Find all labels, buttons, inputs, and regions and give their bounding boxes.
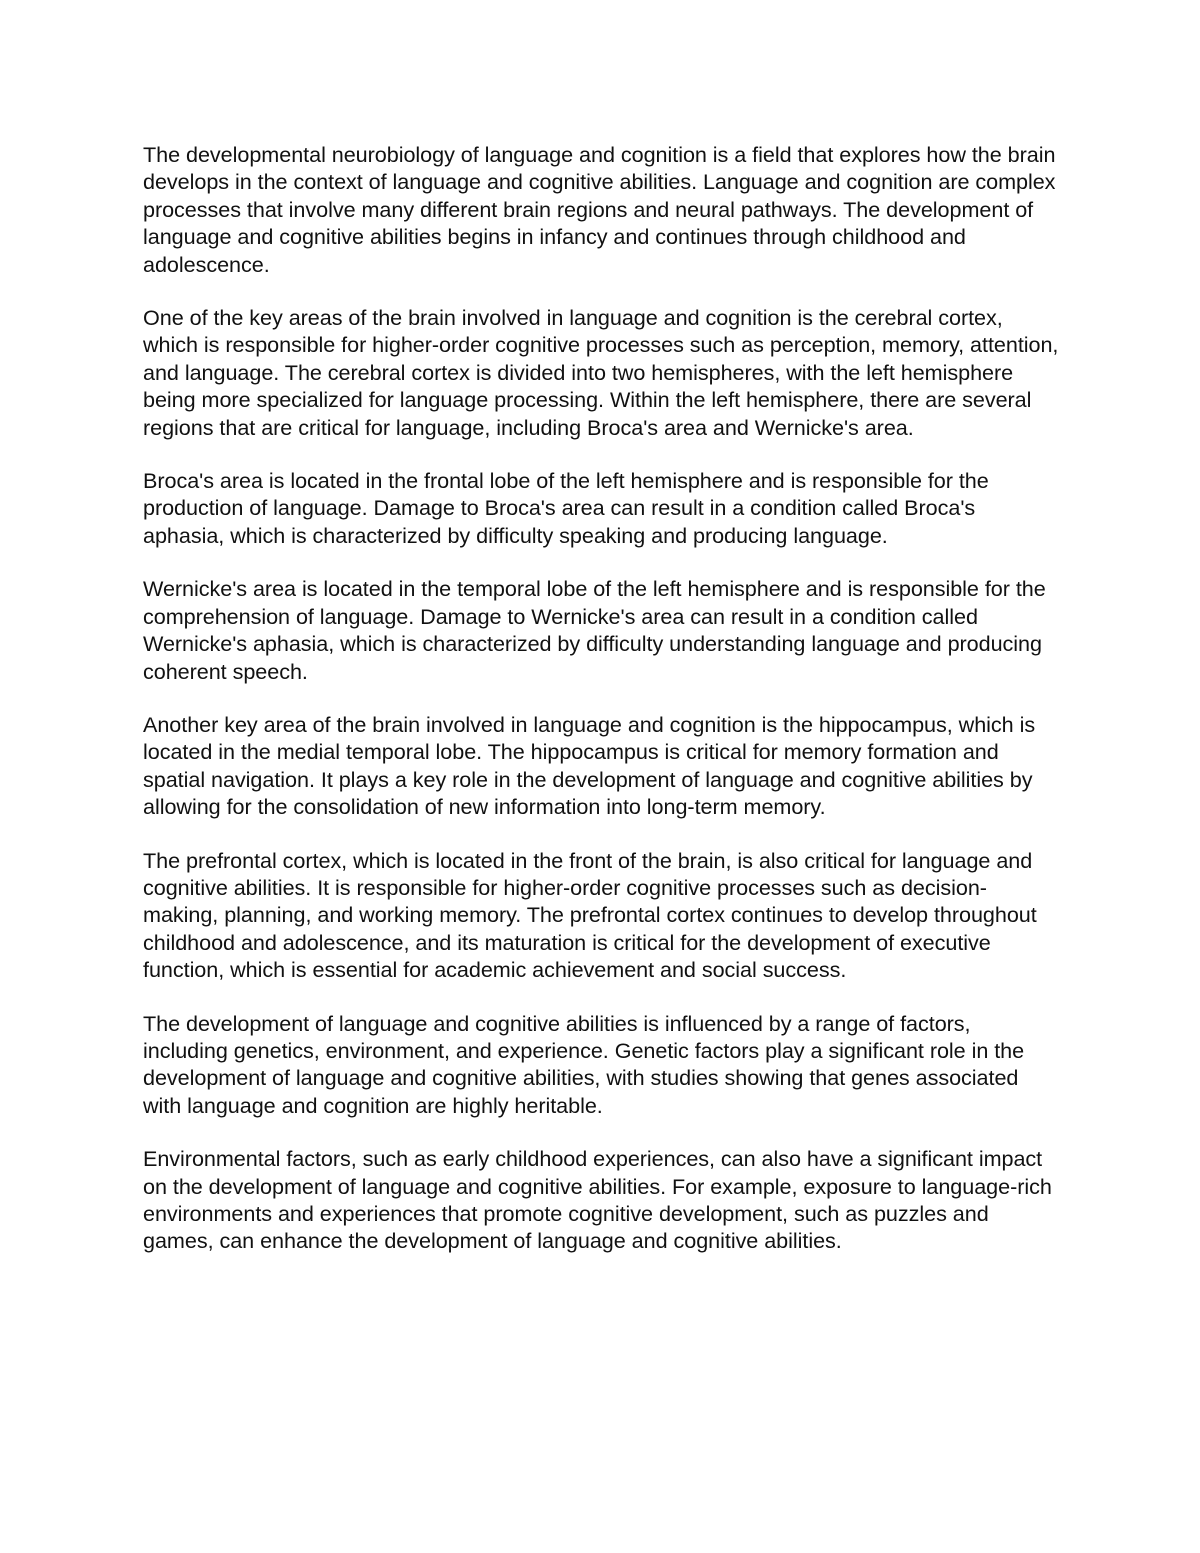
paragraph-environmental-factors: Environmental factors, such as early childhood experiences, can also have a significant impact on the development of language and cognitive abilities. For example, exposure to language-rich environments and experiences that promote cognitive development, such as puzzles and games, can enhance the development of language and cognitive abilities. bbox=[143, 1146, 1052, 1254]
paragraph-cerebral-cortex: One of the key areas of the brain involved in language and cognition is the cerebral cortex, which is responsible for higher-order cognitive processes such as perception, memory, attention, and language. The cerebral cortex is divided into two hemispheres, with the left hemisphere being more specialized for language processing. Within the left hemisphere, there are several regions that are critical for language, including Broca's area and Wernicke's area. bbox=[143, 305, 1059, 440]
paragraph-brocas-area: Broca's area is located in the frontal lobe of the left hemisphere and is responsible for the production of language. Damage to Broca's area can result in a condition called Broca's aphasia, which is characterized by difficulty speaking and producing language. bbox=[143, 468, 989, 548]
paragraph-intro: The developmental neurobiology of language and cognition is a field that explores how the brain develops in the context of language and cognitive abilities. Language and cognition are complex processes that involve many different brain regions and neural pathways. The development of language and cognitive abilities begins in infancy and continues through childhood and adolescence. bbox=[143, 142, 1056, 277]
paragraph-hippocampus: Another key area of the brain involved in language and cognition is the hippocampus, which is located in the medial temporal lobe. The hippocampus is critical for memory formation and spatial navigation. It plays a key role in the development of language and cognitive abilities by allowing for the consolidation of new information into long-term memory. bbox=[143, 711, 1036, 820]
paragraph-wernickes-area: Wernicke's area is located in the temporal lobe of the left hemisphere and is responsible for the comprehension of language. Damage to Wernicke's area can result in a condition called Wernicke's aphasia, which is characterized by difficulty understanding language and producing coherent speech. bbox=[143, 576, 1046, 684]
paragraph-factors: The development of language and cognitive abilities is influenced by a range of factors, including genetics, environment, and experience. Genetic factors play a significant role in the development of language and cognitive abilities, with studies showing that genes associated with language and cognition are highly heritable. bbox=[143, 1010, 1025, 1118]
paragraph-prefrontal-cortex: The prefrontal cortex, which is located in the front of the brain, is also critical for language and cognitive abilities. It is responsible for higher-order cognitive processes such as decision-making, planning, and working memory. The prefrontal cortex continues to develop throughout childhood and adolescence, and its maturation is critical for the development of executive function, which is essential for academic achievement and social success. bbox=[143, 847, 1037, 983]
